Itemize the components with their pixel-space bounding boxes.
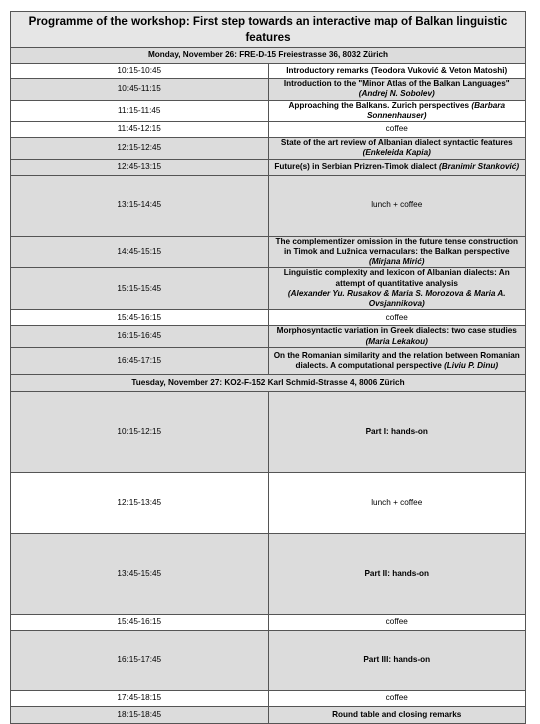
session-text: Part I: hands-on bbox=[365, 426, 428, 436]
title-row bbox=[11, 12, 526, 48]
session-time: 12:45-13:15 bbox=[11, 159, 269, 175]
session-text: On the Romanian similarity and the relation between Romanian dialects. A computational perspective bbox=[273, 350, 520, 370]
session-row bbox=[11, 391, 526, 472]
session-text: lunch + coffee bbox=[371, 497, 423, 507]
session-title bbox=[268, 175, 526, 236]
session-title bbox=[268, 706, 526, 723]
session-time: 11:15-11:45 bbox=[11, 100, 269, 122]
session-row bbox=[11, 310, 526, 326]
session-text: Linguistic complexity and lexicon of Albanian dialects: An attempt of quantitative analysis bbox=[283, 268, 510, 288]
session-row bbox=[11, 706, 526, 723]
session-time: 15:45-16:15 bbox=[11, 614, 269, 630]
session-text: Approaching the Balkans. Zurich perspectives bbox=[288, 100, 470, 110]
session-speaker: (Alexander Yu. Rusakov & Maria S. Morozova & Maria A. Ovsjannikova) bbox=[287, 288, 506, 308]
session-title bbox=[268, 268, 526, 310]
session-time: 10:15-12:15 bbox=[11, 391, 269, 472]
session-text: Introductory remarks (Teodora Vuković & Veton Matoshi) bbox=[286, 65, 508, 75]
day-header-monday: Monday, November 26: FRE-D-15 Freiestrasse 36, 8032 Zürich bbox=[11, 48, 526, 64]
session-text: coffee bbox=[385, 693, 408, 703]
day-header-row bbox=[11, 374, 526, 391]
session-title bbox=[268, 347, 526, 374]
session-time: 12:15-13:45 bbox=[11, 472, 269, 533]
session-title bbox=[268, 122, 526, 138]
session-text: Morphosyntactic variation in Greek dialects: two case studies bbox=[276, 326, 517, 336]
programme-document bbox=[10, 11, 526, 724]
session-time: 10:15-10:45 bbox=[11, 64, 269, 79]
session-title bbox=[268, 326, 526, 348]
session-time: 15:15-15:45 bbox=[11, 268, 269, 310]
session-time: 15:45-16:15 bbox=[11, 310, 269, 326]
session-row bbox=[11, 268, 526, 310]
session-title bbox=[268, 236, 526, 268]
session-text: coffee bbox=[385, 617, 408, 627]
session-row bbox=[11, 159, 526, 175]
session-title bbox=[268, 630, 526, 690]
session-row bbox=[11, 533, 526, 614]
session-time: 16:45-17:15 bbox=[11, 347, 269, 374]
session-row bbox=[11, 100, 526, 122]
session-text: Part II: hands-on bbox=[364, 568, 430, 578]
session-time: 18:15-18:45 bbox=[11, 706, 269, 723]
session-time: 16:15-17:45 bbox=[11, 630, 269, 690]
session-row bbox=[11, 122, 526, 138]
day-header-row bbox=[11, 48, 526, 64]
session-time: 16:15-16:45 bbox=[11, 326, 269, 348]
session-title bbox=[268, 79, 526, 101]
session-speaker: (Barbara Sonnenhauser) bbox=[366, 100, 506, 120]
session-title bbox=[268, 138, 526, 160]
session-row bbox=[11, 138, 526, 160]
session-title bbox=[268, 472, 526, 533]
session-title bbox=[268, 614, 526, 630]
session-text: Round table and closing remarks bbox=[332, 709, 462, 719]
session-row bbox=[11, 690, 526, 706]
session-title bbox=[268, 159, 526, 175]
session-speaker: (Andrej N. Sobolev) bbox=[358, 89, 435, 99]
session-text: coffee bbox=[385, 312, 408, 322]
session-text: State of the art review of Albanian dialect syntactic features bbox=[280, 138, 513, 147]
session-time: 14:45-15:15 bbox=[11, 236, 269, 268]
session-text: lunch + coffee bbox=[371, 200, 423, 210]
session-row bbox=[11, 630, 526, 690]
session-row bbox=[11, 347, 526, 374]
session-row bbox=[11, 64, 526, 79]
session-speaker: (Branimir Stanković) bbox=[438, 161, 520, 171]
session-row bbox=[11, 614, 526, 630]
session-speaker: (Liviu P. Dinu) bbox=[444, 360, 499, 370]
session-time: 10:45-11:15 bbox=[11, 79, 269, 101]
programme-title: Programme of the workshop: First step towards an interactive map of Balkan linguistic features bbox=[11, 12, 526, 48]
session-row bbox=[11, 472, 526, 533]
session-speaker: (Maria Lekakou) bbox=[365, 336, 428, 346]
session-time: 17:45-18:15 bbox=[11, 690, 269, 706]
session-title bbox=[268, 690, 526, 706]
day-header-tuesday: Tuesday, November 27: KO2-F-152 Karl Schmid-Strasse 4, 8006 Zürich bbox=[11, 374, 526, 391]
session-time: 12:15-12:45 bbox=[11, 138, 269, 160]
session-title bbox=[268, 533, 526, 614]
session-row bbox=[11, 236, 526, 268]
session-title bbox=[268, 391, 526, 472]
session-speaker: (Enkeleida Kapia) bbox=[362, 148, 431, 158]
session-time: 11:45-12:15 bbox=[11, 122, 269, 138]
session-speaker: (Mirjana Mirić) bbox=[368, 257, 425, 266]
session-text: coffee bbox=[385, 124, 408, 134]
session-row bbox=[11, 326, 526, 348]
session-text: Future(s) in Serbian Prizren-Timok dialect bbox=[274, 161, 437, 171]
session-row bbox=[11, 79, 526, 101]
session-text: Introduction to the "Minor Atlas of the Balkan Languages" bbox=[283, 79, 510, 88]
session-text: Part III: hands-on bbox=[363, 655, 431, 665]
session-row bbox=[11, 175, 526, 236]
session-time: 13:45-15:45 bbox=[11, 533, 269, 614]
programme-table bbox=[10, 11, 526, 724]
session-time: 13:15-14:45 bbox=[11, 175, 269, 236]
session-text: The complementizer omission in the future tense construction in Timok and Lužnica vernaculars: the Balkan perspective bbox=[275, 236, 518, 256]
session-title bbox=[268, 100, 526, 122]
session-title bbox=[268, 64, 526, 79]
session-title bbox=[268, 310, 526, 326]
